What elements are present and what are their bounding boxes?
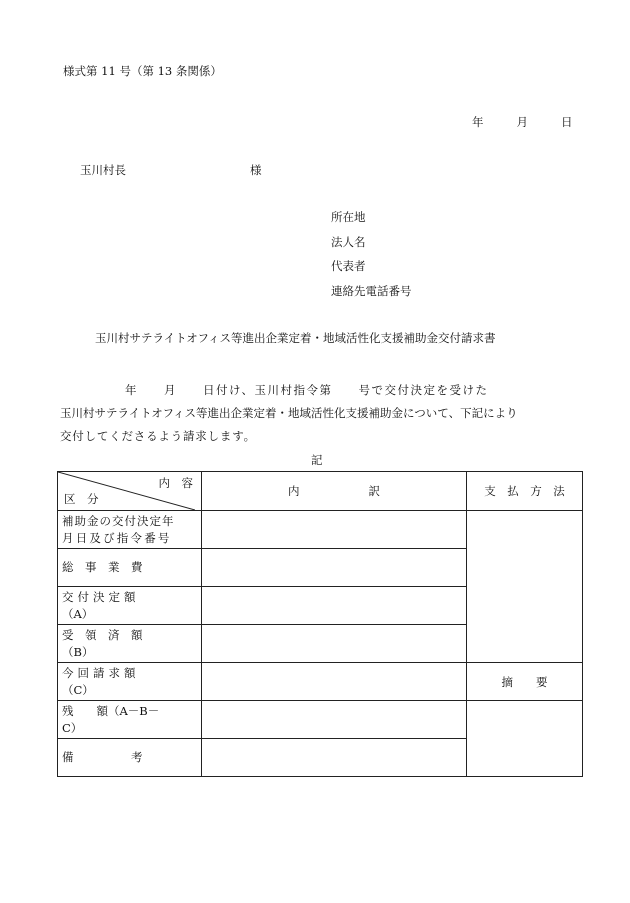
row-label-received — [58, 625, 202, 663]
row-label-total-cost — [58, 549, 202, 587]
row-label-current-claim — [58, 663, 202, 701]
applicant-company: 法人名 — [331, 235, 366, 249]
header-remarks: 摘 要 — [467, 663, 583, 701]
header-payment-method: 支 払 方 法 — [467, 472, 583, 511]
body-line-3: 交付してくださるよう請求します。 — [60, 429, 256, 443]
cell-current-claim-breakdown[interactable] — [202, 663, 467, 701]
cell-notes-breakdown[interactable] — [202, 739, 467, 777]
addressee-name: 玉川村長 — [80, 163, 126, 177]
addressee-honorific: 様 — [250, 163, 262, 177]
cell-decision-breakdown[interactable] — [202, 511, 467, 549]
addressee — [80, 163, 262, 177]
header-breakdown: 内 訳 — [202, 472, 467, 511]
applicant-phone: 連絡先電話番号 — [331, 284, 412, 298]
date-line — [472, 117, 573, 129]
cell-remarks[interactable] — [467, 701, 583, 777]
row-label-received-l1: 受 領 済 額 — [62, 627, 143, 642]
row-label-notes — [58, 739, 202, 777]
body-text — [60, 379, 578, 448]
row-label-current-claim-l1: 今回請求額 — [62, 665, 140, 680]
cell-balance-breakdown[interactable] — [202, 701, 467, 739]
document-title: 玉川村サテライトオフィス等進出企業定着・地域活性化支援補助金交付請求書 — [95, 331, 496, 345]
cell-total-cost-breakdown[interactable] — [202, 549, 467, 587]
row-label-balance-l1: 残 額（A－B－ — [62, 703, 160, 718]
row-label-total-cost-text: 総 事 業 費 — [62, 560, 143, 574]
row-label-decision-l1: 補助金の交付決定年 — [62, 513, 175, 528]
body-line-1: 年 月 日付け、玉川村指令第 号で交付決定を受けた — [60, 383, 489, 397]
header-category: 区 分 — [64, 492, 99, 506]
applicant-address: 所在地 — [331, 210, 366, 224]
cell-received-breakdown[interactable] — [202, 625, 467, 663]
body-line-2: 玉川村サテライトオフィス等進出企業定着・地域活性化支援補助金について、下記により — [60, 406, 518, 420]
applicant-representative: 代表者 — [331, 259, 366, 273]
ki-heading: 記 — [311, 453, 323, 467]
row-label-notes-text: 備 考 — [62, 750, 143, 764]
claim-table — [57, 471, 583, 777]
form-number: 様式第 11 号（第 13 条関係） — [63, 64, 222, 78]
date-year: 年 — [472, 115, 484, 129]
row-label-received-l2: （B） — [62, 644, 94, 659]
header-diagonal-cell — [58, 472, 202, 511]
row-label-balance-l2: C） — [62, 720, 83, 735]
row-label-current-claim-l2: （C） — [62, 682, 94, 697]
cell-payment-method[interactable] — [467, 511, 583, 663]
row-label-decision-l2: 月日及び指令番号 — [62, 530, 172, 545]
header-content: 内 容 — [158, 476, 193, 490]
cell-grant-amount-breakdown[interactable] — [202, 587, 467, 625]
row-label-grant-amount-l2: （A） — [62, 606, 94, 621]
row-label-grant-amount-l1: 交付決定額 — [62, 589, 140, 604]
row-label-decision — [58, 511, 202, 549]
row-label-balance — [58, 701, 202, 739]
date-day: 日 — [561, 115, 573, 129]
row-label-grant-amount — [58, 587, 202, 625]
date-month: 月 — [516, 115, 528, 129]
